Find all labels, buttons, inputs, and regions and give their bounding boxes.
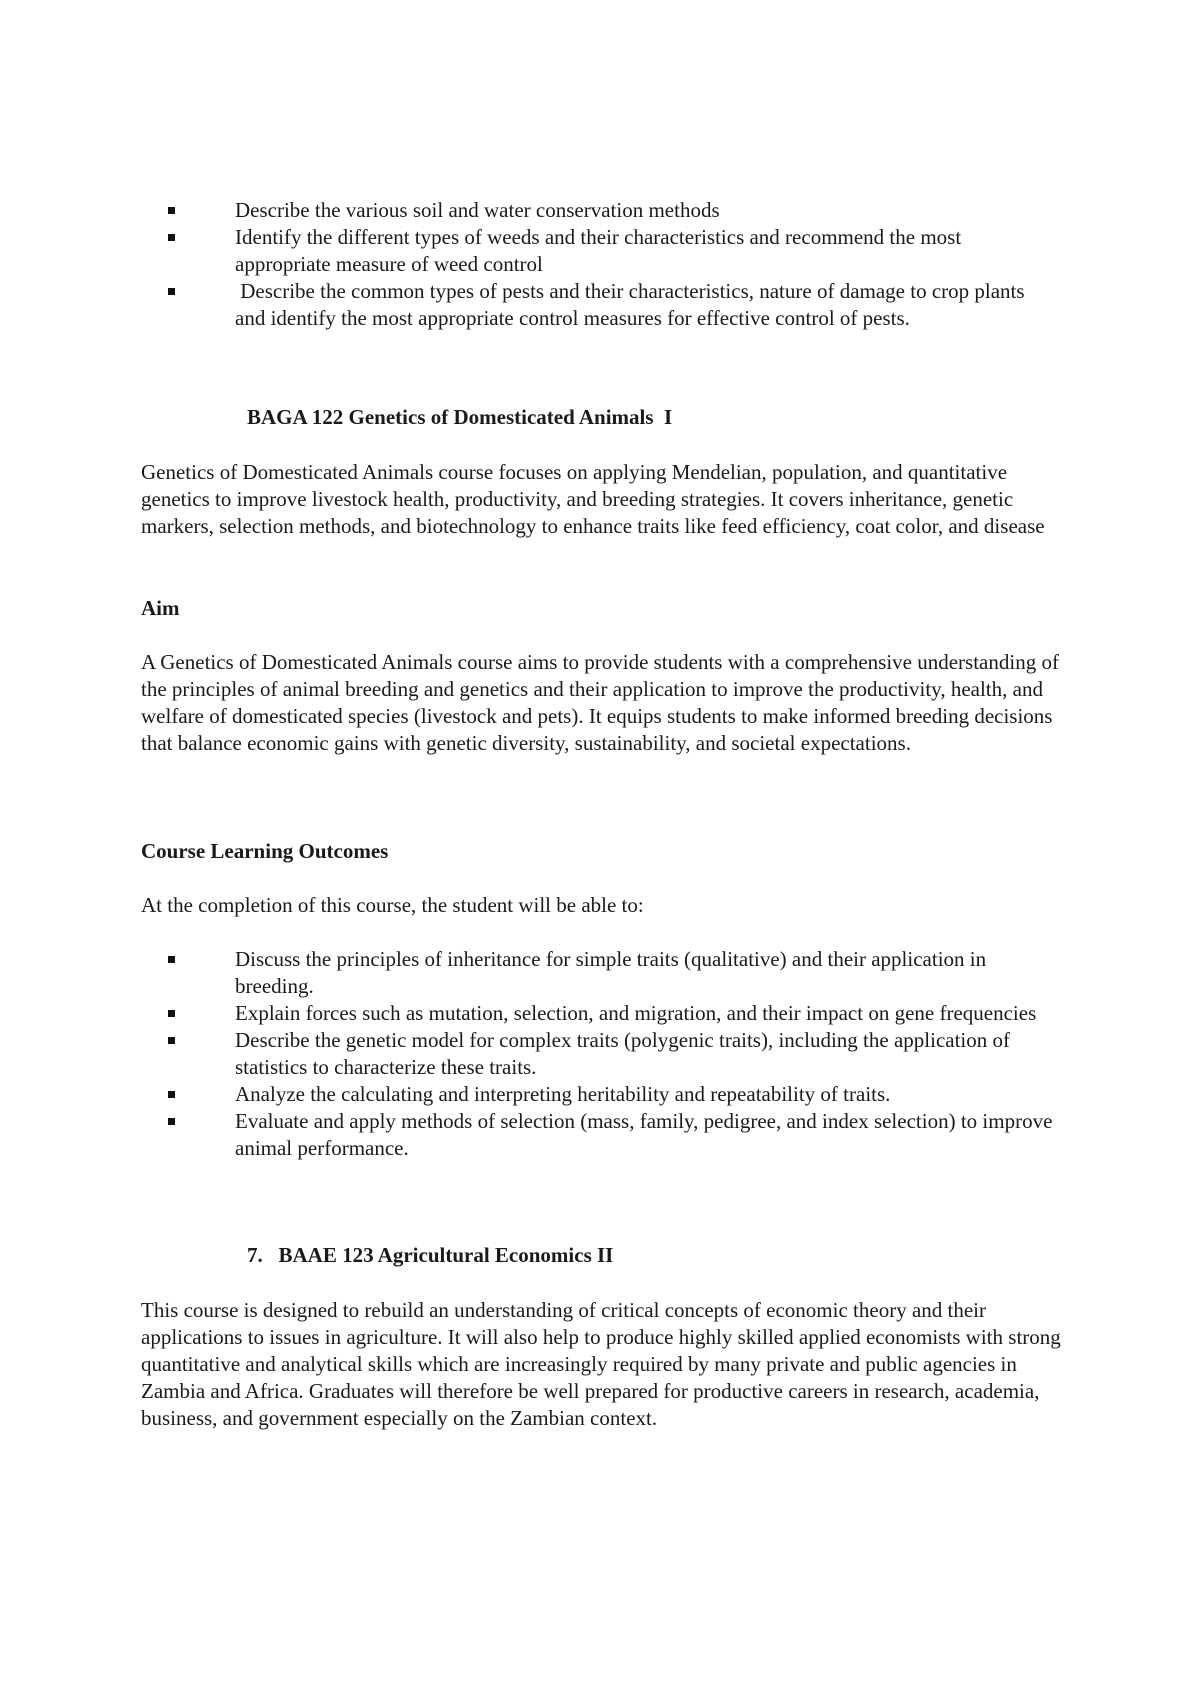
list-item [165,1000,1060,1027]
list-item-text: Discuss the principles of inheritance for simple traits (qualitative) and their application in breeding. [235,947,987,998]
baae-paragraph [141,1297,1071,1432]
baae-text: This course is designed to rebuild an understanding of critical concepts of economic theory and their applications to issues in agriculture. It will also help to produce highly skilled applied economists with strong quantitative and analytical skills which are increasingly required by many private and public agencies in Zambia and Africa. Graduates will therefore be well prepared for productive careers in research, academia, business, and government especially on the Zambian context. [141,1298,1061,1430]
list-item-text: Analyze the calculating and interpreting heritability and repeatability of traits. [235,1082,891,1106]
bullet-marker-icon [168,234,175,241]
list-item [165,278,1035,332]
list-item [165,1027,1060,1081]
aim-text: A Genetics of Domesticated Animals course aims to provide students with a comprehensive understanding of the principles of animal breeding and genetics and their application to improve the productivity, health, and welfare of domesticated species (livestock and pets). It equips students to make informed breeding decisions that balance economic gains with genetic diversity, sustainability, and societal expectations. [141,650,1059,755]
bullet-marker-icon [168,1091,175,1098]
list-item-text: Describe the common types of pests and their characteristics, nature of damage to crop plants and identify the most appropriate control measures for effective control of pests. [235,279,1025,330]
list-item-text: Describe the various soil and water conservation methods [235,198,720,222]
bullet-marker-icon [168,207,175,214]
list-item-text: Evaluate and apply methods of selection (mass, family, pedigree, and index selection) to improve animal performance. [235,1109,1053,1160]
list-item [165,1081,1060,1108]
bullet-marker-icon [168,288,175,295]
bullet-marker-icon [168,1010,175,1017]
top-bullet-list [165,197,1035,332]
baae-heading-title: BAAE 123 Agricultural Economics II [278,1243,614,1267]
baga-intro-text: Genetics of Domesticated Animals course focuses on applying Mendelian, population, and quantitative genetics to improve livestock health, productivity, and breeding strategies. It covers inheritance, genetic markers, selection methods, and biotechnology to enhance traits like feed efficiency, coat color, and disease [141,460,1045,538]
baae-heading [247,1242,1047,1269]
baga-intro-paragraph [141,459,1071,540]
list-item-text: Explain forces such as mutation, selection, and migration, and their impact on gene frequencies [235,1001,1037,1025]
aim-heading: Aim [141,596,180,620]
outcomes-intro: At the completion of this course, the student will be able to: [141,893,644,917]
list-item [165,946,1060,1000]
bullet-marker-icon [168,1118,175,1125]
list-item-text: Identify the different types of weeds and their characteristics and recommend the most appropriate measure of weed control [235,225,962,276]
list-item [165,224,1035,278]
aim-paragraph [141,649,1071,757]
outcomes-bullet-list [165,946,1060,1162]
bullet-marker-icon [168,1037,175,1044]
outcomes-heading: Course Learning Outcomes [141,839,389,863]
baae-heading-number: 7. [247,1243,263,1267]
list-item [165,197,1035,224]
bullet-marker-icon [168,956,175,963]
list-item-text: Describe the genetic model for complex traits (polygenic traits), including the application of statistics to characterize these traits. [235,1028,1011,1079]
baga-heading: BAGA 122 Genetics of Domesticated Animals I [247,405,673,429]
list-item [165,1108,1060,1162]
